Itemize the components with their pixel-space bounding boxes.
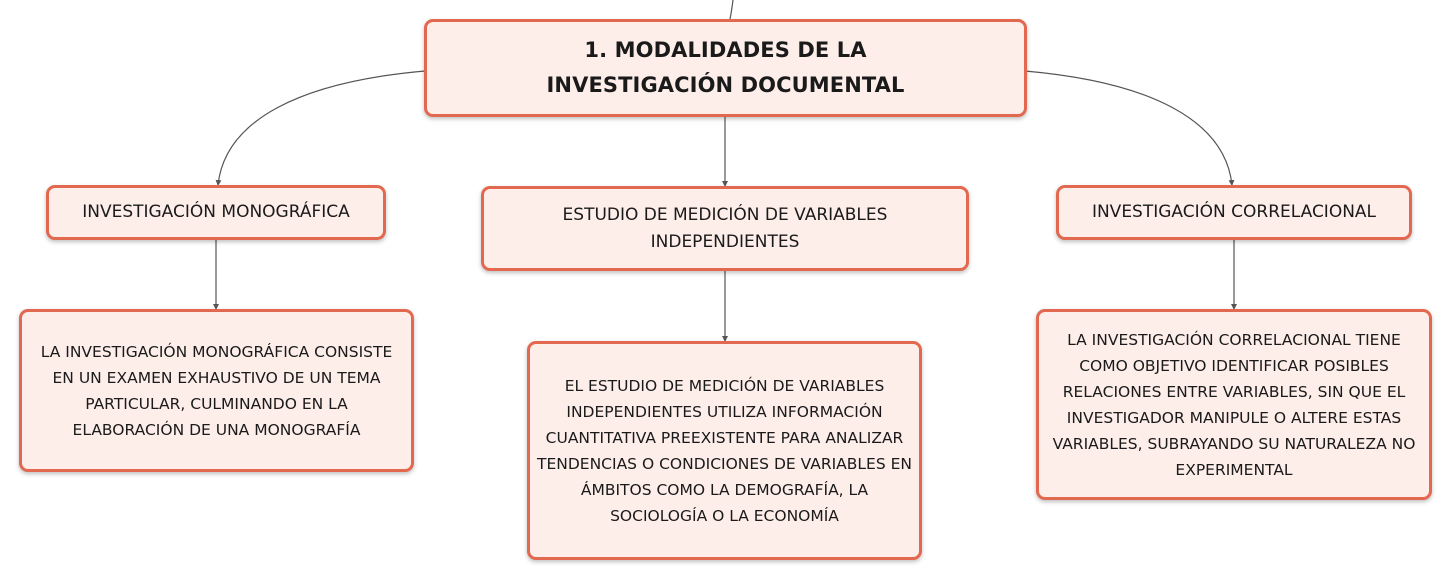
root-topic[interactable] <box>424 19 1027 117</box>
topic-investigacion-correlacional[interactable] <box>1056 185 1412 240</box>
description-text: EL ESTUDIO DE MEDICIÓN DE VARIABLES INDEPENDIENTES UTILIZA INFORMACIÓN CUANTITATIVA PREEXISTENTE PARA ANALIZAR TENDENCIAS O CONDICIONES DE VARIABLES EN ÁMBITOS COMO LA DEMOGRAFÍA, LA SOCIOLOGÍA O LA ECONOMÍA <box>537 376 912 525</box>
root-topic-title: 1. MODALIDADES DE LA INVESTIGACIÓN DOCUMENTAL <box>546 38 905 97</box>
description-text: LA INVESTIGACIÓN MONOGRÁFICA CONSISTE EN UN EXAMEN EXHAUSTIVO DE UN TEMA PARTICULAR, CULMINANDO EN LA ELABORACIÓN DE UNA MONOGRAFÍA <box>40 342 393 439</box>
connector-root-to-monografica <box>218 71 425 185</box>
description-investigacion-monografica[interactable] <box>19 309 414 472</box>
description-investigacion-correlacional[interactable] <box>1036 309 1432 500</box>
connector-root-to-correlacional <box>1025 71 1232 185</box>
description-text: LA INVESTIGACIÓN CORRELACIONAL TIENE COMO OBJETIVO IDENTIFICAR POSIBLES RELACIONES ENTRE VARIABLES, SIN QUE EL INVESTIGADOR MANIPULE O ALTERE ESTAS VARIABLES, SUBRAYANDO SU NATURALEZA NO EXPERIMENTAL <box>1052 330 1416 479</box>
description-estudio-medicion-variables[interactable] <box>527 341 922 560</box>
topic-investigacion-monografica[interactable] <box>46 185 386 240</box>
connector-parent-to-root <box>730 0 733 19</box>
topic-title: INVESTIGACIÓN CORRELACIONAL <box>1091 202 1377 222</box>
topic-estudio-medicion-variables[interactable] <box>481 186 969 271</box>
topic-title: INVESTIGACIÓN MONOGRÁFICA <box>82 202 350 222</box>
topic-title: ESTUDIO DE MEDICIÓN DE VARIABLES INDEPENDIENTES <box>562 204 888 252</box>
